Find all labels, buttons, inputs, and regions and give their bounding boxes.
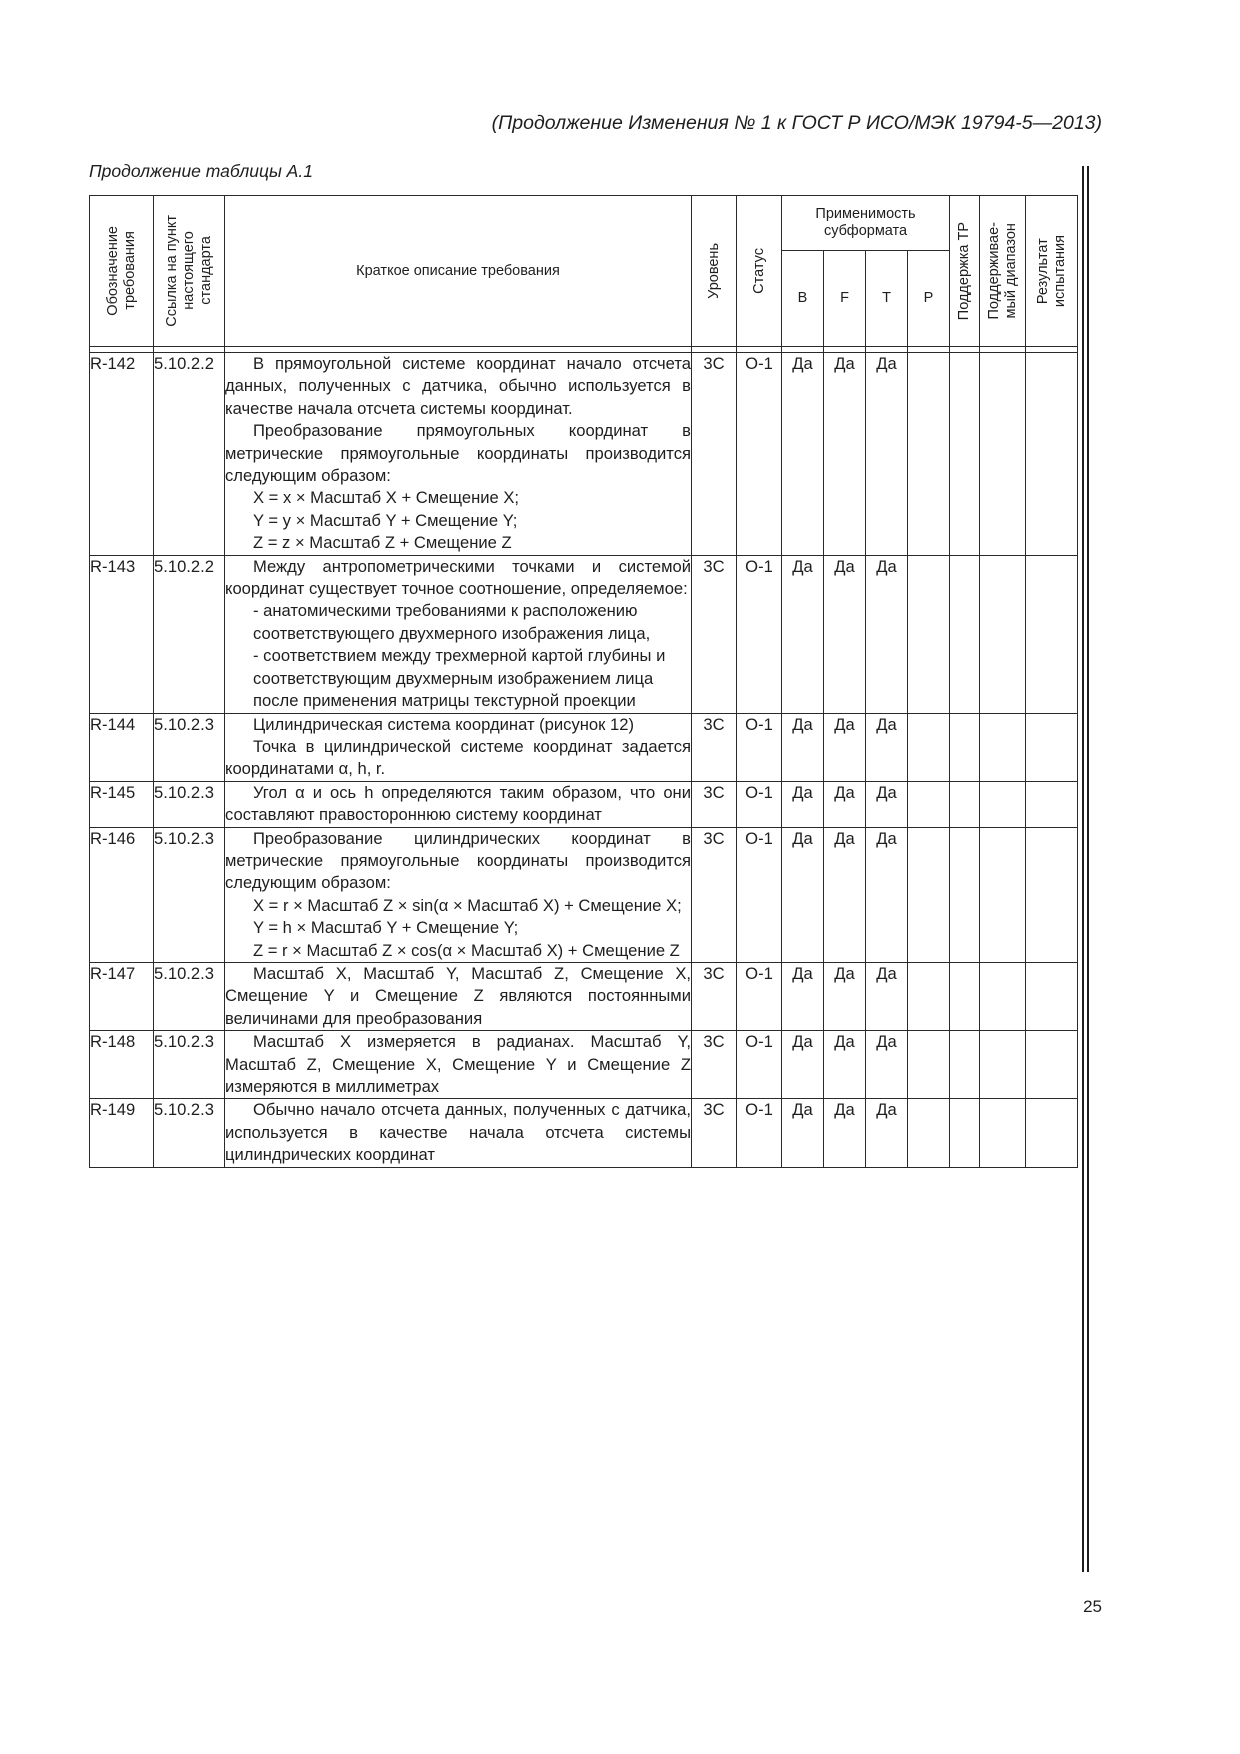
- supported-range-cell: [980, 1099, 1026, 1167]
- status-cell: О-1: [737, 1031, 782, 1099]
- clause-reference: 5.10.2.3: [154, 781, 225, 827]
- description-paragraph: Масштаб X измеряется в радианах. Масштаб Y, Масштаб Z, Смещение X, Смещение Y и Смещение Z измеряются в миллиметрах: [225, 1032, 691, 1096]
- description-paragraph: Точка в цилиндрической системе координат задается координатами α, h, r.: [225, 736, 691, 779]
- clause-reference: 5.10.2.3: [154, 827, 225, 962]
- clause-reference: 5.10.2.2: [154, 555, 225, 713]
- description-paragraph: X = r × Масштаб Z × sin(α × Масштаб X) + Смещение X;: [253, 895, 682, 915]
- subformat-f-cell: Да: [824, 827, 866, 962]
- header-sub-p: P: [908, 251, 950, 347]
- subformat-p-cell: [908, 353, 950, 556]
- level-cell: 3С: [692, 353, 737, 556]
- subformat-b-cell: Да: [782, 555, 824, 713]
- subformat-t-cell: Да: [866, 962, 908, 1030]
- table-row: [90, 713, 1078, 781]
- tp-support-cell: [950, 827, 980, 962]
- subformat-t-cell: Да: [866, 1099, 908, 1167]
- header-sub-t: T: [866, 251, 908, 347]
- page-number: 25: [1083, 1597, 1102, 1616]
- table-row: [90, 781, 1078, 827]
- subformat-b-cell: Да: [782, 781, 824, 827]
- requirement-id: R-146: [90, 827, 154, 962]
- requirements-table: [89, 195, 1078, 1168]
- subformat-p-cell: [908, 781, 950, 827]
- header-sub-f: F: [824, 251, 866, 347]
- tp-support-cell: [950, 962, 980, 1030]
- subformat-f-cell: Да: [824, 1099, 866, 1167]
- tp-support-cell: [950, 1031, 980, 1099]
- description-paragraph: Y = h × Масштаб Y + Смещение Y;: [253, 918, 519, 938]
- header-tp-support: Поддержка ТР: [950, 196, 980, 347]
- description-paragraph: Цилиндрическая система координат (рисунок 12): [253, 714, 635, 734]
- table-caption: Продолжение таблицы А.1: [89, 161, 313, 181]
- header-supported-range: Поддерживае- мый диапазон: [980, 196, 1026, 347]
- supported-range-cell: [980, 713, 1026, 781]
- header-reference: Ссылка на пункт настоящего стандарта: [154, 196, 225, 347]
- level-cell: 3С: [692, 555, 737, 713]
- header-level: Уровень: [692, 196, 737, 347]
- header-sub-b: B: [782, 251, 824, 347]
- subformat-b-cell: Да: [782, 827, 824, 962]
- subformat-f-cell: Да: [824, 781, 866, 827]
- test-result-cell: [1026, 962, 1078, 1030]
- description-paragraph: Z = z × Масштаб Z + Смещение Z: [253, 533, 512, 553]
- subformat-f-cell: Да: [824, 1031, 866, 1099]
- subformat-t-cell: Да: [866, 827, 908, 962]
- test-result-cell: [1026, 1031, 1078, 1099]
- requirement-description: [225, 555, 692, 713]
- description-paragraph: Преобразование цилиндрических координат в метрические прямоугольные координаты производится следующим образом:: [225, 828, 691, 893]
- status-cell: О-1: [737, 781, 782, 827]
- subformat-b-cell: Да: [782, 962, 824, 1030]
- requirement-id: R-148: [90, 1031, 154, 1099]
- supported-range-cell: [980, 555, 1026, 713]
- requirement-id: R-147: [90, 962, 154, 1030]
- subformat-t-cell: Да: [866, 353, 908, 556]
- table-row: [90, 827, 1078, 962]
- supported-range-cell: [980, 827, 1026, 962]
- description-paragraph: Угол α и ось h определяются таким образом, что они составляют правостороннюю систему координат: [225, 782, 691, 825]
- side-margin-line: [1087, 166, 1089, 1572]
- subformat-p-cell: [908, 962, 950, 1030]
- status-cell: О-1: [737, 555, 782, 713]
- tp-support-cell: [950, 353, 980, 556]
- table-row: [90, 1031, 1078, 1099]
- clause-reference: 5.10.2.3: [154, 1099, 225, 1167]
- tp-support-cell: [950, 1099, 980, 1167]
- description-paragraph: Z = r × Масштаб Z × cos(α × Масштаб X) + Смещение Z: [253, 940, 680, 960]
- test-result-cell: [1026, 713, 1078, 781]
- subformat-b-cell: Да: [782, 1099, 824, 1167]
- status-cell: О-1: [737, 713, 782, 781]
- supported-range-cell: [980, 962, 1026, 1030]
- level-cell: 3С: [692, 1099, 737, 1167]
- level-cell: 3С: [692, 713, 737, 781]
- requirement-description: [225, 962, 692, 1030]
- subformat-f-cell: Да: [824, 962, 866, 1030]
- level-cell: 3С: [692, 827, 737, 962]
- table-row: [90, 353, 1078, 556]
- subformat-b-cell: Да: [782, 713, 824, 781]
- subformat-p-cell: [908, 827, 950, 962]
- status-cell: О-1: [737, 827, 782, 962]
- test-result-cell: [1026, 353, 1078, 556]
- description-paragraph: Между антропометрическими точками и системой координат существует точное соотношение, определяемое:: [225, 556, 691, 599]
- requirement-id: R-144: [90, 713, 154, 781]
- requirement-description: [225, 713, 692, 781]
- side-margin-line: [1082, 166, 1084, 1572]
- requirement-description: [225, 781, 692, 827]
- test-result-cell: [1026, 555, 1078, 713]
- header-test-result: Результат испытания: [1026, 196, 1078, 347]
- supported-range-cell: [980, 353, 1026, 556]
- clause-reference: 5.10.2.3: [154, 713, 225, 781]
- table-row: [90, 962, 1078, 1030]
- description-paragraph: Y = y × Масштаб Y + Смещение Y;: [253, 510, 518, 530]
- requirement-id: R-149: [90, 1099, 154, 1167]
- subformat-f-cell: Да: [824, 353, 866, 556]
- description-paragraph: В прямоугольной системе координат начало отсчета данных, полученных с датчика, обычно используется в качестве начала отсчета системы координат.: [225, 354, 691, 418]
- header-applicability: Применимость субформата: [782, 196, 950, 251]
- supported-range-cell: [980, 781, 1026, 827]
- subformat-f-cell: Да: [824, 713, 866, 781]
- requirement-description: [225, 1099, 692, 1167]
- subformat-p-cell: [908, 1031, 950, 1099]
- supported-range-cell: [980, 1031, 1026, 1099]
- requirement-id: R-143: [90, 555, 154, 713]
- clause-reference: 5.10.2.2: [154, 353, 225, 556]
- level-cell: 3С: [692, 781, 737, 827]
- clause-reference: 5.10.2.3: [154, 1031, 225, 1099]
- requirement-description: [225, 1031, 692, 1099]
- table-row: [90, 555, 1078, 713]
- running-header: (Продолжение Изменения № 1 к ГОСТ Р ИСО/МЭК 19794-5—2013): [491, 112, 1102, 134]
- level-cell: 3С: [692, 1031, 737, 1099]
- subformat-t-cell: Да: [866, 555, 908, 713]
- table-row: [90, 1099, 1078, 1167]
- description-paragraph: X = x × Масштаб X + Смещение X;: [253, 488, 520, 508]
- status-cell: О-1: [737, 1099, 782, 1167]
- tp-support-cell: [950, 781, 980, 827]
- status-cell: О-1: [737, 962, 782, 1030]
- requirement-id: R-142: [90, 353, 154, 556]
- subformat-b-cell: Да: [782, 1031, 824, 1099]
- description-paragraph: Преобразование прямоугольных координат в метрические прямоугольные координаты производится следующим образом:: [225, 421, 691, 486]
- tp-support-cell: [950, 555, 980, 713]
- test-result-cell: [1026, 827, 1078, 962]
- subformat-p-cell: [908, 555, 950, 713]
- requirement-description: [225, 827, 692, 962]
- subformat-p-cell: [908, 1099, 950, 1167]
- requirement-description: [225, 353, 692, 556]
- table-body: [90, 347, 1078, 1168]
- level-cell: 3С: [692, 962, 737, 1030]
- status-cell: О-1: [737, 353, 782, 556]
- test-result-cell: [1026, 781, 1078, 827]
- description-paragraph: Масштаб X, Масштаб Y, Масштаб Z, Смещение X, Смещение Y и Смещение Z являются постоянными величинами для преобразования: [225, 963, 691, 1028]
- header-designation: Обозначение требования: [90, 196, 154, 347]
- clause-reference: 5.10.2.3: [154, 962, 225, 1030]
- tp-support-cell: [950, 713, 980, 781]
- subformat-t-cell: Да: [866, 713, 908, 781]
- subformat-p-cell: [908, 713, 950, 781]
- subformat-t-cell: Да: [866, 1031, 908, 1099]
- header-description: Краткое описание требования: [225, 196, 692, 347]
- subformat-f-cell: Да: [824, 555, 866, 713]
- description-paragraph: - соответствием между трехмерной картой глубины и соответствующим двухмерным изображением лица после применения матрицы текстурной проекции: [253, 646, 666, 711]
- description-paragraph: Обычно начало отсчета данных, полученных с датчика, используется в качестве начала отсчета системы цилиндрических координат: [225, 1100, 691, 1165]
- header-status: Статус: [737, 196, 782, 347]
- test-result-cell: [1026, 1099, 1078, 1167]
- description-paragraph: - анатомическими требованиями к расположению соответствующего двухмерного изображения лица,: [253, 601, 651, 643]
- requirement-id: R-145: [90, 781, 154, 827]
- subformat-t-cell: Да: [866, 781, 908, 827]
- subformat-b-cell: Да: [782, 353, 824, 556]
